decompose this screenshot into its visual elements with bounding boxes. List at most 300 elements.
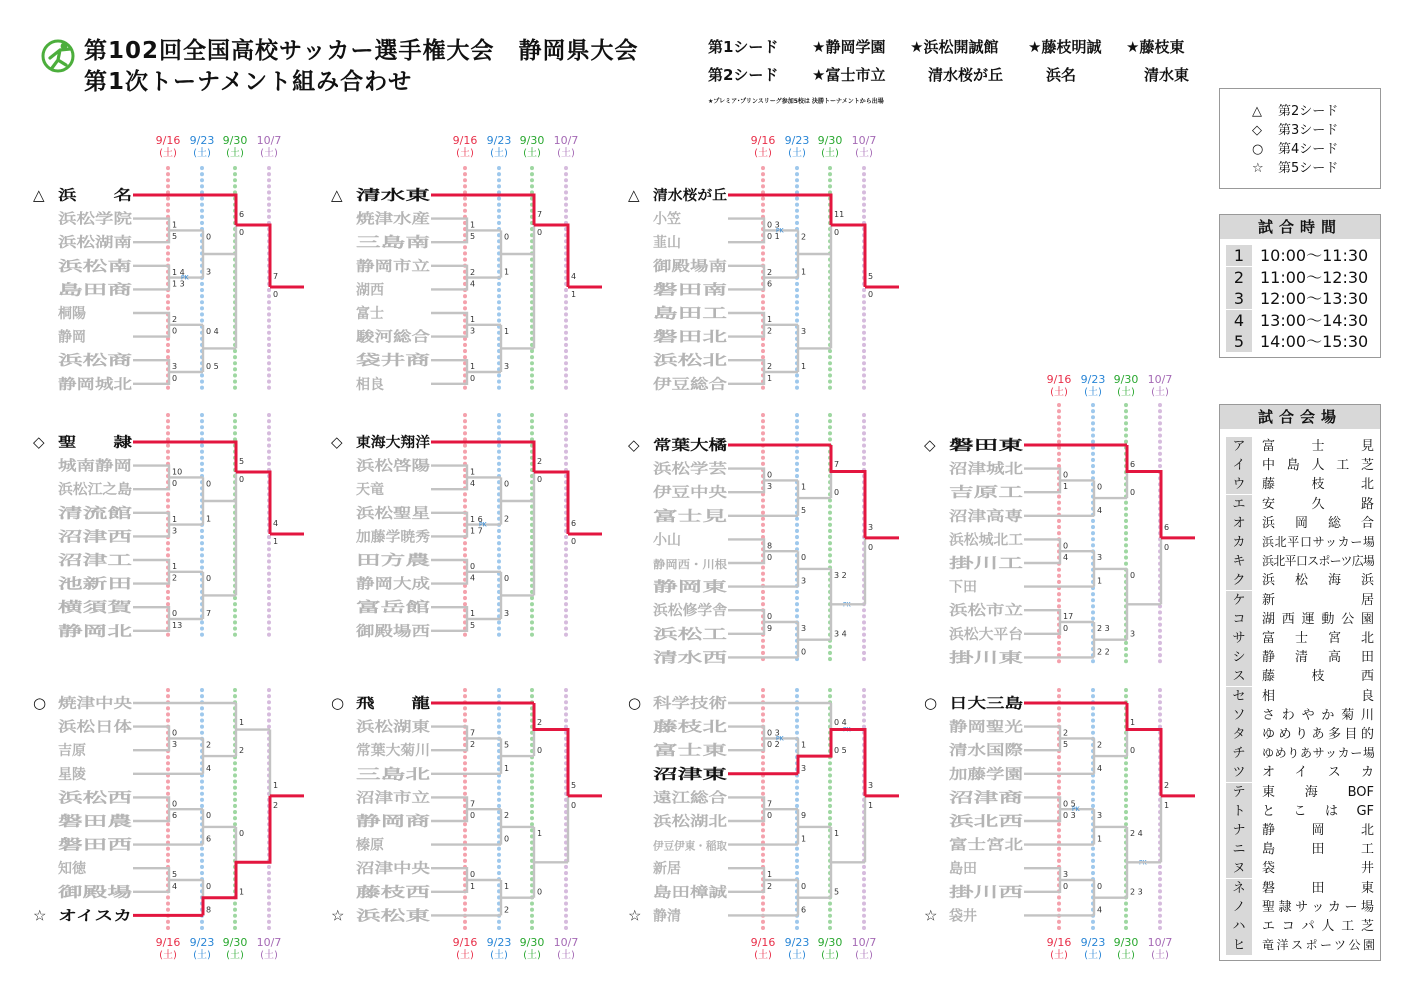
score: 3 [1063,870,1069,880]
weekday-label: (土) [193,148,211,159]
bracket-line [133,868,169,892]
time-slot-range: 14:00～15:30 [1260,332,1369,351]
score: 0 [239,475,245,484]
bracket-line [431,513,467,537]
venue-key: ク [1226,571,1252,590]
date-label: 9/23 [1080,936,1106,949]
score: 0 [206,811,212,821]
bracket-tokohatachibana [628,436,899,666]
pk-label: PK [1072,806,1080,814]
venue-name: エコパ人工芝 [1262,919,1374,934]
bracket-line [133,607,169,631]
match-times-title: 試合時間 [1220,215,1380,239]
weekday-label: (土) [788,148,806,159]
score: 17 [1063,612,1074,622]
bracket-oisca [33,694,304,924]
team-name: 聖 隷 [58,435,114,451]
score: 1 7 [470,526,483,536]
team-name: 池新田 [58,576,100,593]
weekday-label: (土) [1050,950,1068,961]
team-name: 焼津中央 [58,696,114,712]
score: 7 [273,272,279,281]
score: 2 [206,740,212,750]
team-name: 浜松湖南 [58,235,114,252]
team-name: 静岡聖光 [949,719,1005,736]
time-slot-number: 2 [1226,267,1252,288]
score: 0 [1130,570,1136,580]
venue-key: シ [1226,648,1252,667]
score: 1 [239,718,245,727]
score: 1 [1130,718,1136,727]
team-name: 清流館 [58,505,100,522]
winner-line [431,195,534,225]
score: 1 6 [470,514,483,524]
team-name: 磐田東 [949,438,991,454]
date-label: 10/7 [851,134,877,147]
date-label: 9/16 [452,134,478,147]
weekday-label: (土) [159,950,177,961]
score: 0 5 [206,362,219,371]
team-name: 浜松西 [58,790,100,807]
score: 0 [834,488,840,498]
seed-team: ★浜松開誠館 [910,38,999,56]
venue-name: とこはGF [1262,803,1374,819]
score: 3 [172,740,178,750]
team-name: 榛原 [356,837,384,854]
weekday-label: (土) [1117,950,1135,961]
bracket-line [1024,797,1060,821]
team-name: 浜松啓陽 [356,458,412,475]
venues-title: 試合会場 [1220,405,1380,429]
score: 4 [1097,905,1103,915]
score: 0 [1164,542,1170,552]
score: 0 5 [834,746,847,756]
score: 10 [172,467,183,477]
bracket-numazuhigashi [628,694,899,924]
score: 1 [504,882,510,891]
bracket-line [1024,727,1060,751]
score: 7 [537,210,543,219]
bracket-line [728,219,764,243]
date-label: 9/16 [750,134,776,147]
team-name: 静岡 [58,329,86,346]
team-name: 浜松工 [653,626,695,643]
score: 8 [767,541,773,551]
score: 1 [1097,834,1103,844]
team-name: 清水東 [356,188,398,204]
score: 3 2 [834,570,847,580]
bracket-line [728,727,764,751]
score: 2 3 [1097,624,1110,633]
weekday-label: (土) [456,950,474,961]
seed-mark-icon: ◇ [924,436,936,454]
seed-mark-icon: ◇ [33,433,45,451]
bracket-nichidaimishima [924,694,1195,924]
score: 2 [1164,780,1170,790]
team-name: 遠江総合 [653,790,709,807]
score: 1 [801,740,807,750]
score: 1 [801,267,807,277]
date-label: 9/23 [486,134,512,147]
legend-item: ☆ 第5シード [1252,161,1339,176]
team-name: 浜北西 [949,814,991,830]
score: 4 [1063,553,1069,562]
weekday-label: (土) [821,950,839,961]
score: 2 [767,881,773,891]
time-slot-number: 5 [1226,331,1252,352]
venue-name: 磐田東 [1262,880,1374,896]
score: 0 [767,612,773,622]
time-slot-number: 4 [1226,310,1252,331]
team-name: 常葉大菊川 [356,743,426,760]
score: 0 [537,475,543,484]
bracket-line [1024,868,1060,892]
team-name: 焼津水産 [356,211,412,228]
score: 4 [206,763,212,773]
venue-name: 安久路 [1262,496,1374,512]
score: 1 [172,514,178,524]
venue-name: ゆめりあサッカー場 [1262,746,1374,761]
date-label: 9/16 [1046,936,1072,949]
score: 0 [504,232,510,242]
score: 2 [470,740,476,750]
legend-item: ○ 第4シード [1252,142,1339,157]
venue-key: ウ [1226,475,1252,494]
score: 4 [571,272,577,281]
score: 3 [1097,553,1103,563]
score: 6 [571,519,577,528]
weekday-label: (土) [557,950,575,961]
seed-mark-icon: ○ [628,694,642,712]
winner-line [133,442,236,472]
score: 6 [801,905,807,915]
score: 4 [273,519,279,528]
venue-name: 東海BOF [1262,784,1374,800]
seed-team: ★静岡学園 [812,38,886,56]
bracket-line [728,313,764,337]
team-name: 静岡商 [356,814,398,830]
score: 4 [172,881,178,891]
team-name: 磐田西 [58,837,100,854]
team-name: 藤枝西 [356,884,398,901]
score: 0 [1063,881,1069,891]
score: 0 [504,479,510,489]
score: 0 3 [767,728,780,738]
date-label: 9/16 [1046,373,1072,386]
team-name: 桐陽 [58,306,86,322]
score: 5 [470,620,476,630]
team-name: 島田工 [653,306,695,322]
score: 1 [273,537,279,546]
team-name: 相良 [356,376,384,393]
team-name: 日大三島 [949,696,1005,712]
team-name: 科学技術 [653,696,709,712]
bracket-line [431,868,467,892]
score: 0 [206,882,212,891]
team-name: 飛 龍 [356,696,412,712]
score: 4 [470,279,476,289]
score: 0 [571,800,577,810]
score: 6 [172,811,178,820]
score: 0 [767,470,773,480]
seed-mark-icon: △ [33,186,45,204]
legend-item: ◇ 第3シード [1252,123,1339,138]
team-name: 磐田南 [653,282,695,299]
score: 1 4 [172,267,185,277]
seed-mark-icon: ○ [33,694,47,712]
venue-key: ニ [1226,840,1252,859]
seed-label-2: 第2シード [708,66,779,84]
bracket-line [431,266,467,290]
bracket-line [1024,610,1060,634]
weekday-label: (土) [1084,950,1102,961]
score: 0 [239,228,245,237]
team-name: 静岡市立 [356,258,412,275]
team-name: 浜松学芸 [653,461,709,478]
date-label: 10/7 [553,134,579,147]
score: 0 [470,562,476,571]
seed-mark-icon: ☆ [628,906,642,925]
team-name: 常葉大橘 [653,438,709,454]
date-label: 9/23 [189,936,215,949]
venue-name: さわやか菊川 [1262,707,1374,723]
score: 5 [1063,740,1069,750]
score: 2 3 [1130,887,1143,897]
score: 0 [172,799,178,809]
venue-name: 静清高田 [1262,650,1374,666]
circle-icon: ○ [1252,142,1264,157]
score: 7 [834,460,840,469]
date-label: 9/16 [155,936,181,949]
venue-name: 中島人工芝 [1262,458,1374,474]
seed-mark-icon: ○ [924,694,938,712]
score: 3 [868,780,874,790]
score: 5 [801,505,807,515]
bracket-line [431,727,467,751]
score: 1 [470,315,476,324]
score: 0 [273,290,279,299]
score: 0 [504,834,510,844]
team-name: 浜松学院 [58,211,114,228]
venue-key: ツ [1226,763,1252,782]
seed-mark-icon: ☆ [331,906,345,925]
score: 5 [868,272,874,281]
team-name: 浜 名 [58,188,114,204]
score: 3 [1097,811,1103,821]
team-name: 静岡城北 [58,376,114,393]
score: 0 2 [767,740,780,750]
team-name: 富士宮北 [949,837,1005,854]
venue-key: サ [1226,629,1252,648]
score: 2 [767,326,773,336]
score: 1 [801,834,807,844]
date-label: 9/30 [1113,373,1139,386]
score: 7 [470,728,476,738]
venue-key: ネ [1226,879,1252,898]
seed-team: 浜名 [1046,66,1077,84]
score: 0 [1063,470,1069,480]
score: 2 4 [1130,828,1143,838]
score: 9 [801,811,807,821]
score: 3 4 [834,629,847,639]
team-name: 富士見 [653,508,695,525]
team-name: 星陵 [58,766,86,783]
weekday-label: (土) [1084,387,1102,398]
score: 0 [801,553,807,563]
team-name: 御殿場南 [653,258,709,275]
team-name: 掛川東 [949,650,991,667]
score: 2 [239,746,245,756]
team-name: 浜松修学舎 [653,603,723,620]
weekday-label: (土) [226,950,244,961]
venue-name: 聖隷サッカー場 [1262,899,1374,915]
venue-name: 竜洋スポーツ公園 [1262,938,1374,953]
venue-name: 藤枝西 [1262,669,1374,685]
title-line-2: 第1次トーナメント組み合わせ [84,69,413,95]
score: 1 [504,763,510,773]
score: 3 [1130,629,1136,639]
score: 6 [206,834,212,844]
score: 13 [172,620,183,630]
venue-key: カ [1226,533,1252,552]
bracket-line [133,513,169,537]
bracket-line [133,466,169,490]
bracket-line [133,266,169,290]
team-name: 駿河総合 [356,329,412,346]
score: 1 [537,828,543,838]
date-label: 10/7 [1147,373,1173,386]
venue-name: 富士見 [1262,439,1374,454]
score: 0 [172,479,178,489]
bracket-iwatahigashi [924,436,1195,666]
score: 2 [801,232,807,242]
weekday-label: (土) [490,950,508,961]
score: 0 [767,553,773,562]
score: 6 [239,210,245,219]
date-header [453,134,579,159]
score: 5 [239,457,245,466]
venue-key: キ [1226,552,1252,571]
venue-key: コ [1226,610,1252,629]
team-name: 藤枝北 [653,719,695,736]
score: 0 5 [1063,799,1076,809]
score: 1 [206,514,212,524]
venue-key: ト [1226,802,1252,821]
team-name: 知徳 [58,861,86,878]
team-name: 小笠 [653,211,681,228]
date-label: 10/7 [851,936,877,949]
bracket-line [431,607,467,631]
date-footer [156,936,282,961]
venue-key: イ [1226,456,1252,475]
team-name: 沼津商 [949,790,991,807]
date-label: 9/23 [784,134,810,147]
team-name: 沼津市立 [356,790,412,807]
score: 5 [834,887,840,897]
weekday-label: (土) [1050,387,1068,398]
date-label: 10/7 [553,936,579,949]
venue-key: タ [1226,725,1252,744]
score: 0 [172,728,178,738]
venue-key: オ [1226,514,1252,533]
date-footer [1047,936,1173,961]
bracket-line [133,727,169,751]
score: 1 [172,220,178,230]
weekday-label: (土) [754,148,772,159]
team-name: 伊豆伊東・稲取 [653,839,730,853]
team-name: 静岡東 [653,579,695,596]
score: 0 [172,373,178,383]
score: 2 [1097,740,1103,750]
date-label: 9/23 [486,936,512,949]
winner-line [133,195,236,225]
bracket-line [133,219,169,243]
time-slot-range: 12:00～13:30 [1260,289,1369,308]
team-name: 清水国際 [949,743,1005,760]
score: 0 [868,542,874,552]
score: 0 [470,870,476,880]
score: 2 [504,811,510,821]
venue-name: 浜松海浜 [1262,573,1374,589]
score: 3 [868,522,874,532]
seed-team: 清水東 [1144,66,1190,84]
score: 3 [801,624,807,633]
diamond-icon: ◇ [1252,123,1262,138]
team-name: 三島南 [356,235,398,252]
team-name: 伊豆総合 [653,376,709,393]
score: 3 [172,362,178,372]
bracket-line [728,539,764,563]
triangle-icon: △ [1252,104,1262,119]
score: 1 [172,562,178,571]
bracket-line [1024,469,1060,493]
bracket-line [431,560,467,584]
score: 0 [206,573,212,583]
bracket-line [431,360,467,384]
seed-label-1: 第1シード [708,38,779,56]
title-line-1: 第102回全国高校サッカー選手権大会 静岡県大会 [84,38,639,64]
venue-name: 浜北平口サッカー場 [1262,535,1374,549]
score: 5 [172,232,178,242]
date-label: 9/23 [784,936,810,949]
team-name: 吉原工 [949,485,991,502]
venue-name: 相良 [1262,688,1374,704]
time-slot-range: 13:00～14:30 [1260,310,1369,330]
bracket-line [431,466,467,490]
score: 1 [470,467,476,477]
team-name: 清水桜が丘 [653,188,723,204]
date-label: 9/23 [189,134,215,147]
score: 4 [1097,505,1103,515]
team-name: 浜松江之島 [58,482,128,499]
pk-label: PK [1139,859,1147,867]
score: 0 [1097,882,1103,891]
team-name: 浜松湖東 [356,719,412,736]
bracket-line [133,360,169,384]
score: 1 [504,326,510,336]
date-label: 9/30 [222,936,248,949]
venue-name: 湖西運動公園 [1262,611,1374,627]
score: 1 [470,220,476,230]
weekday-label: (土) [523,148,541,159]
weekday-label: (土) [1151,387,1169,398]
team-name: 静岡西・川根 [653,558,719,571]
weekday-label: (土) [193,950,211,961]
venue-key: テ [1226,783,1252,802]
bracket-line [1024,539,1060,563]
team-name: 掛川西 [949,884,991,901]
date-header [1047,373,1173,398]
